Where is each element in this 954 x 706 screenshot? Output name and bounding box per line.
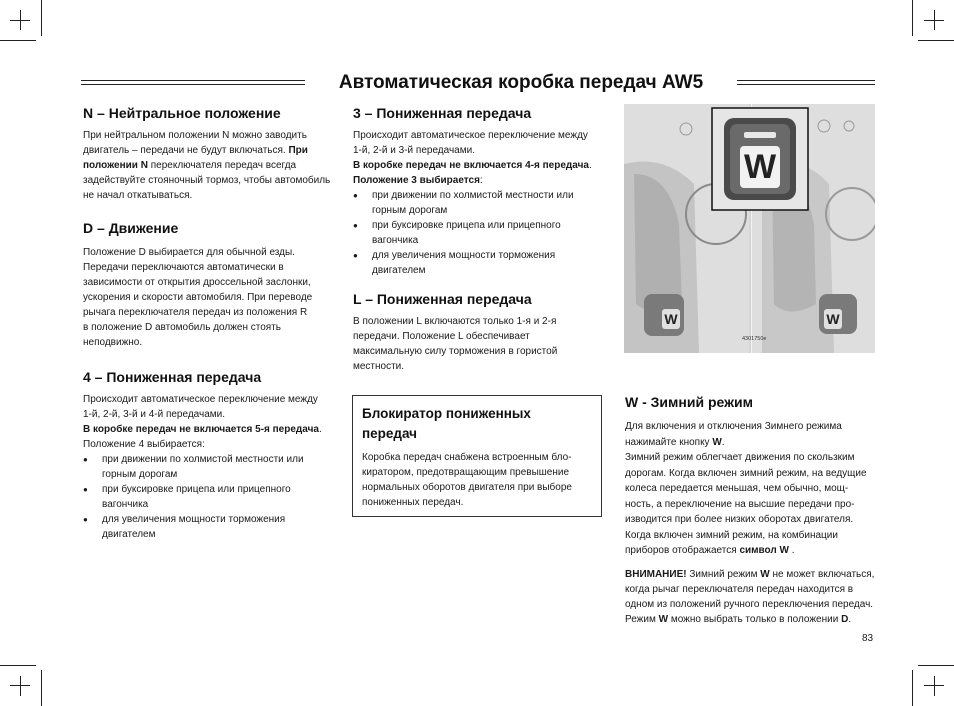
text-line: ускорения и скорости автомобиля. При переводе	[83, 292, 313, 303]
warning-label: ВНИМАНИЕ!	[625, 568, 687, 580]
title-rule-left	[81, 80, 305, 85]
winter-mode-button-small: W	[826, 311, 840, 327]
page-number: 83	[862, 633, 874, 644]
text-bold: Положение 3 выбирается	[353, 175, 480, 186]
text-line: изводится при более низких оборотах двигателя.	[625, 514, 854, 525]
text-line: пониженных передач.	[362, 497, 464, 508]
text-line: переключателя передач всегда	[150, 160, 297, 171]
text-line: В положении L включаются только 1-я и 2-я	[353, 316, 557, 327]
section-w	[625, 393, 885, 627]
text-line: одном из положений ручного переключения передач.	[625, 598, 874, 610]
text-line: киратором, предотвращающим превышение	[362, 467, 570, 478]
text-line: Происходит автоматическое переключение между	[83, 394, 318, 405]
info-box-heading: Блокиратор пониженных передач	[362, 406, 531, 441]
text-line: 1-й, 2-й, 3-й и 4-й передачами.	[83, 409, 226, 420]
list-item: ● при движении по холмистой местности или горным дорогам	[353, 188, 603, 218]
list-item: ● для увеличения мощности торможения двигателем	[353, 248, 603, 278]
text-line: когда рычаг переключателя передач находится в	[625, 583, 854, 595]
section-w-heading: W - Зимний режим	[625, 394, 753, 410]
text-line: Когда включен зимний режим, на комбинации	[625, 529, 838, 541]
section-n-heading: Нейтральное положение	[108, 105, 281, 121]
text-line: Происходит автоматическое переключение между	[353, 130, 588, 141]
text-line: максимальную силу торможения в гористой	[353, 346, 558, 357]
text-line: Коробка передач снабжена встроенным бло-	[362, 452, 572, 463]
text-line: не начал откатываться.	[83, 190, 193, 201]
figure-code: 4301750e	[742, 336, 767, 342]
text-line: Положение 4 выбирается:	[83, 439, 205, 450]
text-line: ность, а переключение на высшие передачи про-	[625, 498, 855, 510]
text-line: Для включения и отключения Зимнего режима	[625, 421, 842, 432]
text-bold: В коробке передач не включается 4-я передача	[353, 160, 589, 171]
section-d-symbol: D	[83, 220, 94, 236]
list-item: ● при движении по холмистой местности или горным дорогам	[83, 452, 338, 482]
text-bold: W	[712, 436, 722, 448]
text-line: 1-й, 2-й и 3-й передачами.	[353, 145, 475, 156]
section-3-heading: 3 – Пониженная передача	[353, 105, 532, 121]
gear-selector-figure	[624, 104, 875, 353]
info-box	[352, 395, 602, 517]
text-line: зависимости от открытия дроссельной заслонки,	[83, 277, 311, 288]
list-item: ● для увеличения мощности торможения двигателем	[83, 512, 338, 542]
section-4	[83, 368, 338, 542]
list-item: ● при буксировке прицепа или прицепного вагончика	[83, 482, 338, 512]
page-title-text: Автоматическая коробка передач AW5	[338, 72, 704, 93]
text-bold: символ W	[739, 545, 789, 556]
section-n-symbol: N	[83, 105, 94, 121]
text-line: в положение D автомобиль должен стоять	[83, 322, 281, 333]
section-3	[353, 104, 603, 278]
text-line: рычага переключателя передач из положения R	[83, 307, 308, 318]
text-bold: При	[288, 145, 308, 156]
text-line: Передачи переключаются автоматически в	[83, 262, 284, 273]
section-l	[353, 290, 603, 374]
text-line: нормальных оборотов двигателя при выборе	[362, 482, 572, 493]
text-line: неподвижно.	[83, 337, 143, 348]
section-4-heading: 4 – Пониженная передача	[83, 369, 262, 385]
section-d: D – Движение Положение D выбирается для обычной езды. Передачи переключаются автоматически в зависимости от открытия дроссельной заслонки, ускорения и скорости автомобиля. При переводе рычага переключателя передач из положения R в положение D автомобиль должен стоять неподвижно.	[83, 219, 338, 350]
text-bold: В коробке передач не включается 5-я передача	[83, 424, 319, 435]
text-line: При нейтральном положении N можно заводить	[83, 130, 307, 141]
text-line: Зимний режим облегчает движения по скользким	[625, 452, 855, 463]
text-line: приборов отображается	[625, 545, 737, 556]
text-bold: положении N	[83, 160, 148, 171]
text-line: Положение D выбирается для обычной езды.	[83, 247, 295, 258]
bullet-list	[83, 452, 338, 542]
winter-mode-button-small: W	[664, 311, 678, 327]
text-line: местности.	[353, 361, 405, 372]
winter-mode-button: W	[743, 148, 777, 186]
section-n: N – Нейтральное положение При нейтральном положении N можно заводить двигатель – передачи не будут включаться. При положении N переключателя передач всегда задействуйте стояночный тормоз, чтобы автомобиль не начал откатываться.	[83, 104, 338, 203]
text-line: нажимайте кнопку	[625, 436, 710, 448]
text-line: .	[721, 436, 725, 448]
section-d-heading: Движение	[108, 220, 179, 236]
title-rule-right	[737, 80, 875, 85]
text-line: :	[479, 175, 483, 186]
text-line: дорогам. Когда включен зимний режим, на ведущие	[625, 467, 867, 479]
list-item: ● при буксировке прицепа или прицепного вагончика	[353, 218, 603, 248]
text-line: .	[318, 424, 322, 435]
text-line: .	[588, 160, 592, 171]
page-title	[81, 70, 875, 96]
warning-note: ВНИМАНИЕ! Зимний режим W не может включаться, когда рычаг переключателя передач находится в одном из положений ручного переключения передач. Режим W можно выбрать только в положении D.	[625, 567, 885, 627]
bullet-list	[353, 188, 603, 278]
text-line: двигатель – передачи не будут включаться.	[83, 145, 286, 156]
text-line: передачи. Положение L обеспечивает	[353, 331, 530, 342]
text-line: .	[791, 545, 795, 556]
text-line: колеса передается меньшая, чем обычно, мощ-	[625, 483, 849, 494]
section-l-heading: L – Пониженная передача	[353, 291, 532, 307]
text-line: задействуйте стояночный тормоз, чтобы автомобиль	[83, 175, 331, 186]
